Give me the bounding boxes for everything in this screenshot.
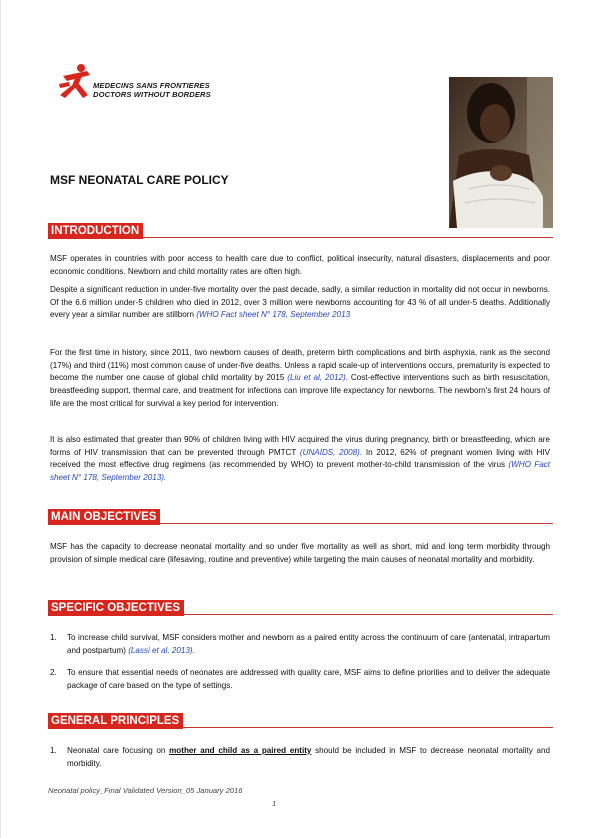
org-name [93, 81, 211, 99]
list-item [50, 745, 550, 770]
section-heading-label: SPECIFIC OBJECTIVES [48, 600, 184, 616]
list-number: 1. [50, 746, 57, 755]
list-item-text: To increase child survival, MSF considers mother and newborn as a paired entity across the continuum of care (antenatal, intrapartum and postpartum) [67, 633, 550, 655]
emphasis-text: mother and child as a paired entity [169, 746, 312, 755]
citation: (Liu et al, 2012). [287, 373, 348, 383]
page-footer: Neonatal policy_Final Validated Version_05 January 2016 [48, 786, 243, 795]
list-item [50, 632, 550, 657]
intro-paragraph-1: MSF operates in countries with poor access to health care due to conflict, political insecurity, natural disasters, displacements and poor economic conditions. Newborn and child mortality rates are often high. [50, 254, 550, 276]
photo-illustration [449, 77, 553, 228]
section-heading-specific-objectives [48, 598, 553, 615]
section-heading-label: GENERAL PRINCIPLES [48, 713, 183, 729]
section-heading-label: MAIN OBJECTIVES [48, 509, 160, 525]
list-number: 1. [50, 633, 57, 642]
list-item-text: should be included in MSF to decrease neonatal mortality and morbidity. [67, 746, 550, 768]
list-item [50, 667, 550, 692]
page-title: MSF NEONATAL CARE POLICY [50, 173, 229, 187]
paragraph-text: For the first time in history, since 2011, two newborn causes of death, preterm birth complications and birth asphyxia, rank as the second (17%) and third (11%) most common cause of under-five deaths. Unless a rapid scale-up of interventions occurs, prematurity is expected to become the number one cause of global child mortality by 2015 [50, 348, 550, 383]
section-heading-label: INTRODUCTION [48, 223, 143, 239]
paragraph-text: Despite a significant reduction in under-five mortality over the past decade, sadly, a similar reduction in mortality did not occur in newborns. Of the 6.6 million under-5 children who died in 2012, over 3 million were newborns accounting for 43 % of all under-5 deaths. Additionally every year a similar number are stillborn [50, 285, 550, 320]
list-item-body: To ensure that essential needs of neonates are addressed with quality care, MSF aims to define priorities and to deliver the adequate package of care based on the type of settings. [67, 668, 550, 690]
section-heading-introduction [48, 221, 553, 238]
page-number: 1 [272, 799, 277, 808]
main-objectives-paragraph: MSF has the capacity to decrease neonatal mortality and so under five mortality as well as short, mid and long term morbidity through provision of simple medical care (lifesaving, routine and preventive) while targeting the main causes of neonatal mortality and morbidity. [50, 542, 550, 564]
citation: (Lassi et al, 2013). [128, 645, 195, 655]
intro-paragraph-4 [50, 434, 550, 485]
paragraph-text: In 2012, 62% of pregnant women living with HIV received the most effective drug regimens (as recommended by WHO) to prevent mother-to-child transmission of the virus [50, 447, 550, 470]
list-number: 2. [50, 668, 57, 677]
paragraph-text: Cost-effective interventions such as birth resuscitation, breastfeeding support, thermal care, and treatment for infections can improve life expectancy for newborns. The newborn's first 24 hours of life are the most critical for survival a key period for intervention. [50, 373, 550, 408]
citation: (WHO Fact sheet N° 178, September 2013 [196, 310, 351, 320]
section-heading-general-principles [48, 711, 553, 728]
list-item-body [67, 632, 550, 657]
list-item-text: Neonatal care focusing on [67, 746, 170, 755]
list-item-body [67, 745, 550, 770]
section-heading-main-objectives [48, 507, 553, 524]
mother-newborn-photo [449, 77, 553, 228]
org-name-fr: MEDECINS SANS FRONTIERES [93, 81, 210, 90]
intro-paragraph-3 [50, 347, 550, 411]
org-name-en: DOCTORS WITHOUT BORDERS [93, 90, 211, 99]
intro-paragraph-2 [50, 284, 550, 322]
citation: (UNAIDS, 2008). [299, 447, 363, 457]
paragraph-text: It is also estimated that greater than 90% of children living with HIV acquired the virus during pregnancy, birth or breastfeeding, which are forms of HIV transmission that can be prevented through PMTCT [50, 435, 550, 457]
citation: (WHO Fact sheet N° 178, September 2013). [50, 460, 550, 483]
msf-running-man-icon [57, 62, 97, 102]
msf-logo [57, 62, 247, 108]
